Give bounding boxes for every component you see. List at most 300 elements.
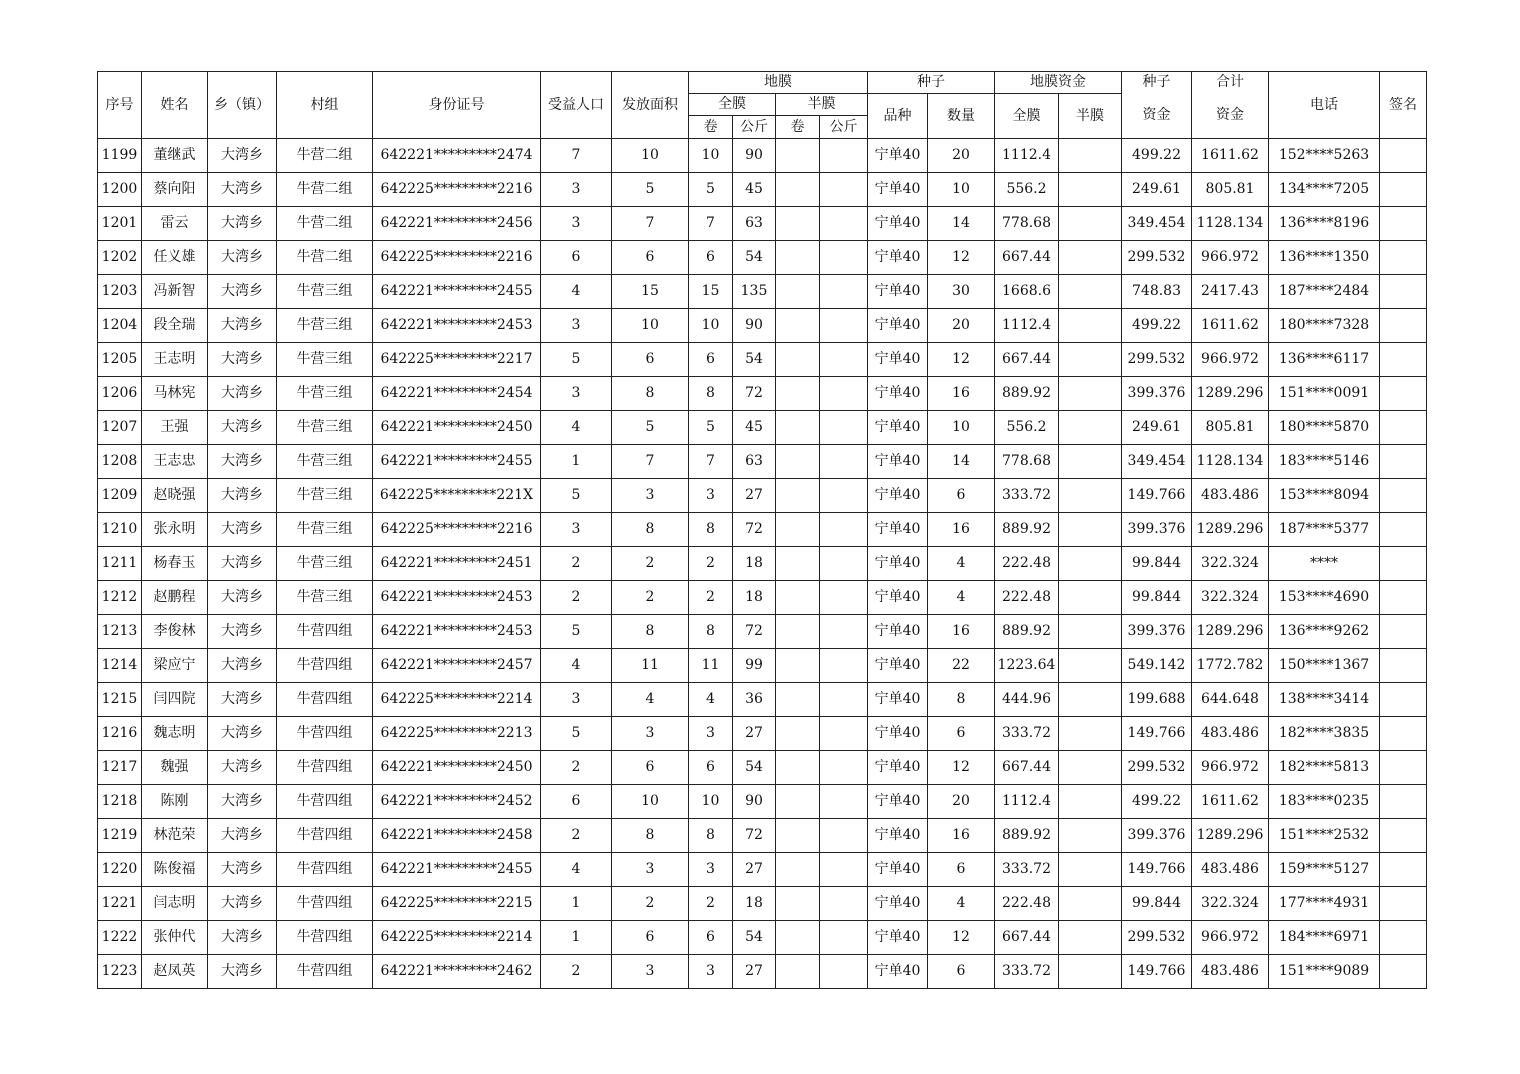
cell-beneficiaries: 3 (541, 173, 612, 207)
cell-full-rolls: 2 (689, 581, 733, 615)
cell-full-film-funds: 556.2 (995, 411, 1059, 445)
cell-full-film-funds: 333.72 (995, 955, 1059, 989)
cell-village-group: 牛营二组 (277, 241, 373, 275)
cell-village-group: 牛营三组 (277, 547, 373, 581)
cell-half-film-funds (1059, 819, 1122, 853)
cell-seq: 1219 (98, 819, 142, 853)
cell-seed-funds: 149.766 (1122, 955, 1192, 989)
cell-half-kg (820, 547, 868, 581)
cell-half-kg (820, 649, 868, 683)
cell-half-rolls (776, 683, 820, 717)
cell-id-number: 642221*********2452 (373, 785, 541, 819)
cell-phone: 180****5870 (1269, 411, 1380, 445)
cell-seed-funds: 399.376 (1122, 615, 1192, 649)
cell-seq: 1223 (98, 955, 142, 989)
cell-township: 大湾乡 (208, 411, 277, 445)
cell-half-kg (820, 173, 868, 207)
cell-phone: 153****4690 (1269, 581, 1380, 615)
cell-full-film-funds: 889.92 (995, 377, 1059, 411)
cell-half-rolls (776, 887, 820, 921)
cell-full-rolls: 6 (689, 921, 733, 955)
cell-quantity: 20 (928, 309, 995, 343)
cell-signature (1380, 445, 1427, 479)
cell-township: 大湾乡 (208, 955, 277, 989)
cell-name: 董继武 (142, 139, 208, 173)
cell-half-rolls (776, 921, 820, 955)
cell-signature (1380, 411, 1427, 445)
table-row (98, 921, 1427, 955)
cell-variety: 宁单40 (868, 887, 928, 921)
cell-half-film-funds (1059, 139, 1122, 173)
cell-signature (1380, 513, 1427, 547)
table-row (98, 887, 1427, 921)
cell-full-film-funds: 889.92 (995, 819, 1059, 853)
cell-variety: 宁单40 (868, 275, 928, 309)
table-row (98, 139, 1427, 173)
cell-phone: 151****9089 (1269, 955, 1380, 989)
cell-township: 大湾乡 (208, 173, 277, 207)
cell-village-group: 牛营三组 (277, 581, 373, 615)
header-total-bottom: 资金 (1192, 94, 1269, 139)
cell-area: 6 (612, 241, 689, 275)
cell-quantity: 16 (928, 615, 995, 649)
cell-area: 3 (612, 717, 689, 751)
cell-half-kg (820, 717, 868, 751)
cell-quantity: 16 (928, 377, 995, 411)
cell-full-film-funds: 1112.4 (995, 309, 1059, 343)
cell-total: 1128.134 (1192, 445, 1269, 479)
cell-name: 魏志明 (142, 717, 208, 751)
cell-beneficiaries: 4 (541, 853, 612, 887)
cell-beneficiaries: 5 (541, 343, 612, 377)
cell-signature (1380, 343, 1427, 377)
cell-phone: 136****1350 (1269, 241, 1380, 275)
cell-full-rolls: 10 (689, 139, 733, 173)
cell-quantity: 30 (928, 275, 995, 309)
cell-signature (1380, 785, 1427, 819)
cell-quantity: 20 (928, 785, 995, 819)
header-full-rolls: 卷 (689, 116, 733, 139)
cell-phone: 150****1367 (1269, 649, 1380, 683)
cell-half-rolls (776, 751, 820, 785)
table-row (98, 615, 1427, 649)
cell-quantity: 4 (928, 887, 995, 921)
cell-area: 2 (612, 581, 689, 615)
cell-beneficiaries: 5 (541, 479, 612, 513)
cell-total: 1289.296 (1192, 377, 1269, 411)
cell-beneficiaries: 2 (541, 751, 612, 785)
cell-total: 1611.62 (1192, 309, 1269, 343)
cell-full-film-funds: 1112.4 (995, 139, 1059, 173)
cell-township: 大湾乡 (208, 581, 277, 615)
cell-full-kg: 54 (733, 921, 776, 955)
cell-beneficiaries: 1 (541, 921, 612, 955)
cell-seed-funds: 349.454 (1122, 207, 1192, 241)
cell-area: 8 (612, 819, 689, 853)
table-row (98, 785, 1427, 819)
cell-total: 1611.62 (1192, 785, 1269, 819)
cell-seed-funds: 249.61 (1122, 173, 1192, 207)
table-row (98, 955, 1427, 989)
cell-full-kg: 90 (733, 309, 776, 343)
cell-name: 马林宪 (142, 377, 208, 411)
cell-village-group: 牛营二组 (277, 139, 373, 173)
cell-full-film-funds: 778.68 (995, 207, 1059, 241)
cell-variety: 宁单40 (868, 649, 928, 683)
cell-total: 483.486 (1192, 853, 1269, 887)
cell-full-kg: 45 (733, 411, 776, 445)
cell-half-film-funds (1059, 241, 1122, 275)
cell-id-number: 642225*********2214 (373, 921, 541, 955)
cell-half-rolls (776, 785, 820, 819)
cell-village-group: 牛营四组 (277, 785, 373, 819)
cell-id-number: 642221*********2453 (373, 615, 541, 649)
cell-quantity: 4 (928, 547, 995, 581)
cell-variety: 宁单40 (868, 173, 928, 207)
cell-township: 大湾乡 (208, 445, 277, 479)
cell-full-film-funds: 889.92 (995, 513, 1059, 547)
cell-total: 966.972 (1192, 921, 1269, 955)
cell-name: 张永明 (142, 513, 208, 547)
header-area: 发放面积 (612, 72, 689, 139)
cell-id-number: 642221*********2462 (373, 955, 541, 989)
cell-total: 2417.43 (1192, 275, 1269, 309)
cell-name: 王强 (142, 411, 208, 445)
cell-name: 段全瑞 (142, 309, 208, 343)
cell-signature (1380, 887, 1427, 921)
cell-half-film-funds (1059, 445, 1122, 479)
cell-seq: 1199 (98, 139, 142, 173)
cell-half-rolls (776, 955, 820, 989)
cell-seq: 1217 (98, 751, 142, 785)
cell-quantity: 8 (928, 683, 995, 717)
cell-full-rolls: 3 (689, 853, 733, 887)
cell-name: 陈刚 (142, 785, 208, 819)
cell-half-kg (820, 479, 868, 513)
cell-quantity: 12 (928, 241, 995, 275)
cell-seed-funds: 349.454 (1122, 445, 1192, 479)
cell-village-group: 牛营四组 (277, 921, 373, 955)
cell-seed-funds: 399.376 (1122, 819, 1192, 853)
cell-name: 李俊林 (142, 615, 208, 649)
cell-quantity: 10 (928, 411, 995, 445)
cell-beneficiaries: 3 (541, 207, 612, 241)
cell-half-film-funds (1059, 921, 1122, 955)
cell-seed-funds: 249.61 (1122, 411, 1192, 445)
distribution-table (97, 71, 1427, 989)
cell-beneficiaries: 2 (541, 955, 612, 989)
cell-township: 大湾乡 (208, 207, 277, 241)
cell-name: 蔡向阳 (142, 173, 208, 207)
cell-full-rolls: 6 (689, 343, 733, 377)
cell-half-film-funds (1059, 275, 1122, 309)
cell-half-kg (820, 615, 868, 649)
cell-variety: 宁单40 (868, 955, 928, 989)
cell-township: 大湾乡 (208, 887, 277, 921)
cell-phone: 151****2532 (1269, 819, 1380, 853)
cell-full-film-funds: 778.68 (995, 445, 1059, 479)
cell-id-number: 642221*********2455 (373, 445, 541, 479)
cell-half-film-funds (1059, 377, 1122, 411)
header-half-kg: 公斤 (820, 116, 868, 139)
cell-township: 大湾乡 (208, 275, 277, 309)
cell-full-rolls: 8 (689, 377, 733, 411)
cell-full-rolls: 3 (689, 717, 733, 751)
cell-variety: 宁单40 (868, 241, 928, 275)
header-signature: 签名 (1380, 72, 1427, 139)
cell-seed-funds: 149.766 (1122, 853, 1192, 887)
cell-variety: 宁单40 (868, 853, 928, 887)
cell-township: 大湾乡 (208, 479, 277, 513)
cell-phone: 136****8196 (1269, 207, 1380, 241)
cell-beneficiaries: 5 (541, 615, 612, 649)
header-quantity: 数量 (928, 94, 995, 139)
cell-phone: 187****2484 (1269, 275, 1380, 309)
cell-signature (1380, 139, 1427, 173)
cell-village-group: 牛营二组 (277, 207, 373, 241)
cell-half-film-funds (1059, 683, 1122, 717)
cell-full-film-funds: 667.44 (995, 751, 1059, 785)
cell-beneficiaries: 1 (541, 445, 612, 479)
cell-half-rolls (776, 173, 820, 207)
cell-seed-funds: 399.376 (1122, 513, 1192, 547)
cell-half-rolls (776, 207, 820, 241)
cell-half-kg (820, 955, 868, 989)
cell-seq: 1212 (98, 581, 142, 615)
cell-full-rolls: 8 (689, 513, 733, 547)
cell-full-rolls: 3 (689, 479, 733, 513)
cell-full-film-funds: 444.96 (995, 683, 1059, 717)
cell-half-film-funds (1059, 479, 1122, 513)
cell-variety: 宁单40 (868, 717, 928, 751)
cell-total: 966.972 (1192, 241, 1269, 275)
cell-area: 7 (612, 445, 689, 479)
cell-half-kg (820, 819, 868, 853)
cell-full-film-funds: 556.2 (995, 173, 1059, 207)
cell-variety: 宁单40 (868, 921, 928, 955)
cell-phone: 159****5127 (1269, 853, 1380, 887)
cell-name: 梁应宁 (142, 649, 208, 683)
header-half-film-funds: 半膜 (1059, 94, 1122, 139)
cell-variety: 宁单40 (868, 615, 928, 649)
cell-seed-funds: 549.142 (1122, 649, 1192, 683)
cell-half-kg (820, 343, 868, 377)
cell-seed-funds: 399.376 (1122, 377, 1192, 411)
cell-half-film-funds (1059, 581, 1122, 615)
cell-full-rolls: 4 (689, 683, 733, 717)
cell-seq: 1209 (98, 479, 142, 513)
cell-half-kg (820, 921, 868, 955)
cell-full-rolls: 2 (689, 887, 733, 921)
cell-quantity: 14 (928, 445, 995, 479)
table-row (98, 547, 1427, 581)
cell-beneficiaries: 3 (541, 683, 612, 717)
cell-seq: 1216 (98, 717, 142, 751)
table-row (98, 751, 1427, 785)
cell-township: 大湾乡 (208, 819, 277, 853)
cell-full-rolls: 3 (689, 955, 733, 989)
cell-full-rolls: 11 (689, 649, 733, 683)
cell-half-film-funds (1059, 615, 1122, 649)
cell-half-rolls (776, 819, 820, 853)
cell-half-kg (820, 309, 868, 343)
cell-half-film-funds (1059, 513, 1122, 547)
cell-area: 11 (612, 649, 689, 683)
cell-variety: 宁单40 (868, 411, 928, 445)
cell-village-group: 牛营四组 (277, 955, 373, 989)
cell-total: 322.324 (1192, 547, 1269, 581)
cell-name: 张仲代 (142, 921, 208, 955)
cell-variety: 宁单40 (868, 377, 928, 411)
cell-full-kg: 27 (733, 479, 776, 513)
cell-full-film-funds: 222.48 (995, 581, 1059, 615)
table-row (98, 513, 1427, 547)
cell-township: 大湾乡 (208, 309, 277, 343)
cell-beneficiaries: 3 (541, 377, 612, 411)
cell-signature (1380, 717, 1427, 751)
cell-quantity: 6 (928, 955, 995, 989)
header-seed: 种子 (868, 72, 995, 94)
cell-phone: 134****7205 (1269, 173, 1380, 207)
cell-variety: 宁单40 (868, 479, 928, 513)
cell-id-number: 642221*********2454 (373, 377, 541, 411)
cell-id-number: 642225*********2217 (373, 343, 541, 377)
cell-phone: 180****7328 (1269, 309, 1380, 343)
cell-name: 陈俊福 (142, 853, 208, 887)
cell-seq: 1204 (98, 309, 142, 343)
cell-beneficiaries: 1 (541, 887, 612, 921)
cell-full-film-funds: 667.44 (995, 921, 1059, 955)
cell-quantity: 14 (928, 207, 995, 241)
cell-full-film-funds: 333.72 (995, 853, 1059, 887)
cell-phone: 151****0091 (1269, 377, 1380, 411)
table-row (98, 581, 1427, 615)
cell-signature (1380, 921, 1427, 955)
cell-seq: 1220 (98, 853, 142, 887)
cell-area: 7 (612, 207, 689, 241)
cell-name: 魏强 (142, 751, 208, 785)
cell-beneficiaries: 2 (541, 819, 612, 853)
cell-id-number: 642221*********2457 (373, 649, 541, 683)
cell-full-kg: 90 (733, 785, 776, 819)
cell-seq: 1211 (98, 547, 142, 581)
cell-full-kg: 18 (733, 547, 776, 581)
cell-area: 3 (612, 955, 689, 989)
cell-total: 966.972 (1192, 343, 1269, 377)
cell-seed-funds: 299.532 (1122, 343, 1192, 377)
cell-full-film-funds: 667.44 (995, 343, 1059, 377)
cell-variety: 宁单40 (868, 513, 928, 547)
cell-beneficiaries: 3 (541, 513, 612, 547)
cell-township: 大湾乡 (208, 343, 277, 377)
cell-quantity: 6 (928, 717, 995, 751)
cell-half-rolls (776, 853, 820, 887)
cell-signature (1380, 751, 1427, 785)
cell-full-kg: 18 (733, 581, 776, 615)
table-row (98, 207, 1427, 241)
cell-village-group: 牛营四组 (277, 683, 373, 717)
cell-seq: 1207 (98, 411, 142, 445)
cell-half-rolls (776, 377, 820, 411)
cell-full-film-funds: 333.72 (995, 479, 1059, 513)
cell-half-kg (820, 683, 868, 717)
cell-full-rolls: 8 (689, 615, 733, 649)
cell-phone: 136****6117 (1269, 343, 1380, 377)
cell-village-group: 牛营三组 (277, 377, 373, 411)
cell-name: 赵鹏程 (142, 581, 208, 615)
cell-half-rolls (776, 615, 820, 649)
header-phone: 电话 (1269, 72, 1380, 139)
cell-quantity: 6 (928, 479, 995, 513)
cell-full-kg: 36 (733, 683, 776, 717)
cell-beneficiaries: 6 (541, 241, 612, 275)
table-row (98, 275, 1427, 309)
header-half-film: 半膜 (776, 94, 868, 116)
cell-id-number: 642221*********2450 (373, 411, 541, 445)
cell-seq: 1202 (98, 241, 142, 275)
cell-full-kg: 63 (733, 207, 776, 241)
cell-id-number: 642221*********2450 (373, 751, 541, 785)
cell-full-film-funds: 1223.64 (995, 649, 1059, 683)
cell-full-kg: 63 (733, 445, 776, 479)
cell-full-rolls: 2 (689, 547, 733, 581)
cell-name: 林范荣 (142, 819, 208, 853)
cell-phone: 138****3414 (1269, 683, 1380, 717)
cell-beneficiaries: 6 (541, 785, 612, 819)
cell-township: 大湾乡 (208, 785, 277, 819)
cell-total: 483.486 (1192, 479, 1269, 513)
cell-variety: 宁单40 (868, 819, 928, 853)
header-full-film-funds: 全膜 (995, 94, 1059, 139)
cell-township: 大湾乡 (208, 547, 277, 581)
cell-township: 大湾乡 (208, 683, 277, 717)
cell-seq: 1210 (98, 513, 142, 547)
cell-half-film-funds (1059, 751, 1122, 785)
cell-beneficiaries: 2 (541, 581, 612, 615)
cell-half-kg (820, 887, 868, 921)
cell-quantity: 12 (928, 921, 995, 955)
cell-half-film-funds (1059, 785, 1122, 819)
header-film: 地膜 (689, 72, 868, 94)
cell-township: 大湾乡 (208, 921, 277, 955)
cell-phone: 183****5146 (1269, 445, 1380, 479)
header-seed-funds-top: 种子 (1122, 72, 1192, 94)
cell-seed-funds: 99.844 (1122, 547, 1192, 581)
cell-half-kg (820, 377, 868, 411)
cell-seed-funds: 99.844 (1122, 887, 1192, 921)
table-row (98, 717, 1427, 751)
cell-phone: 152****5263 (1269, 139, 1380, 173)
cell-area: 5 (612, 173, 689, 207)
cell-id-number: 642221*********2455 (373, 853, 541, 887)
cell-total: 1289.296 (1192, 615, 1269, 649)
cell-half-film-funds (1059, 411, 1122, 445)
table-row (98, 853, 1427, 887)
cell-half-rolls (776, 581, 820, 615)
cell-seq: 1214 (98, 649, 142, 683)
cell-full-film-funds: 222.48 (995, 887, 1059, 921)
cell-half-kg (820, 853, 868, 887)
cell-township: 大湾乡 (208, 241, 277, 275)
cell-full-kg: 18 (733, 887, 776, 921)
cell-phone: **** (1269, 547, 1380, 581)
cell-half-film-funds (1059, 173, 1122, 207)
header-variety: 品种 (868, 94, 928, 139)
cell-id-number: 642225*********2214 (373, 683, 541, 717)
cell-phone: 187****5377 (1269, 513, 1380, 547)
cell-full-kg: 72 (733, 615, 776, 649)
cell-area: 8 (612, 615, 689, 649)
